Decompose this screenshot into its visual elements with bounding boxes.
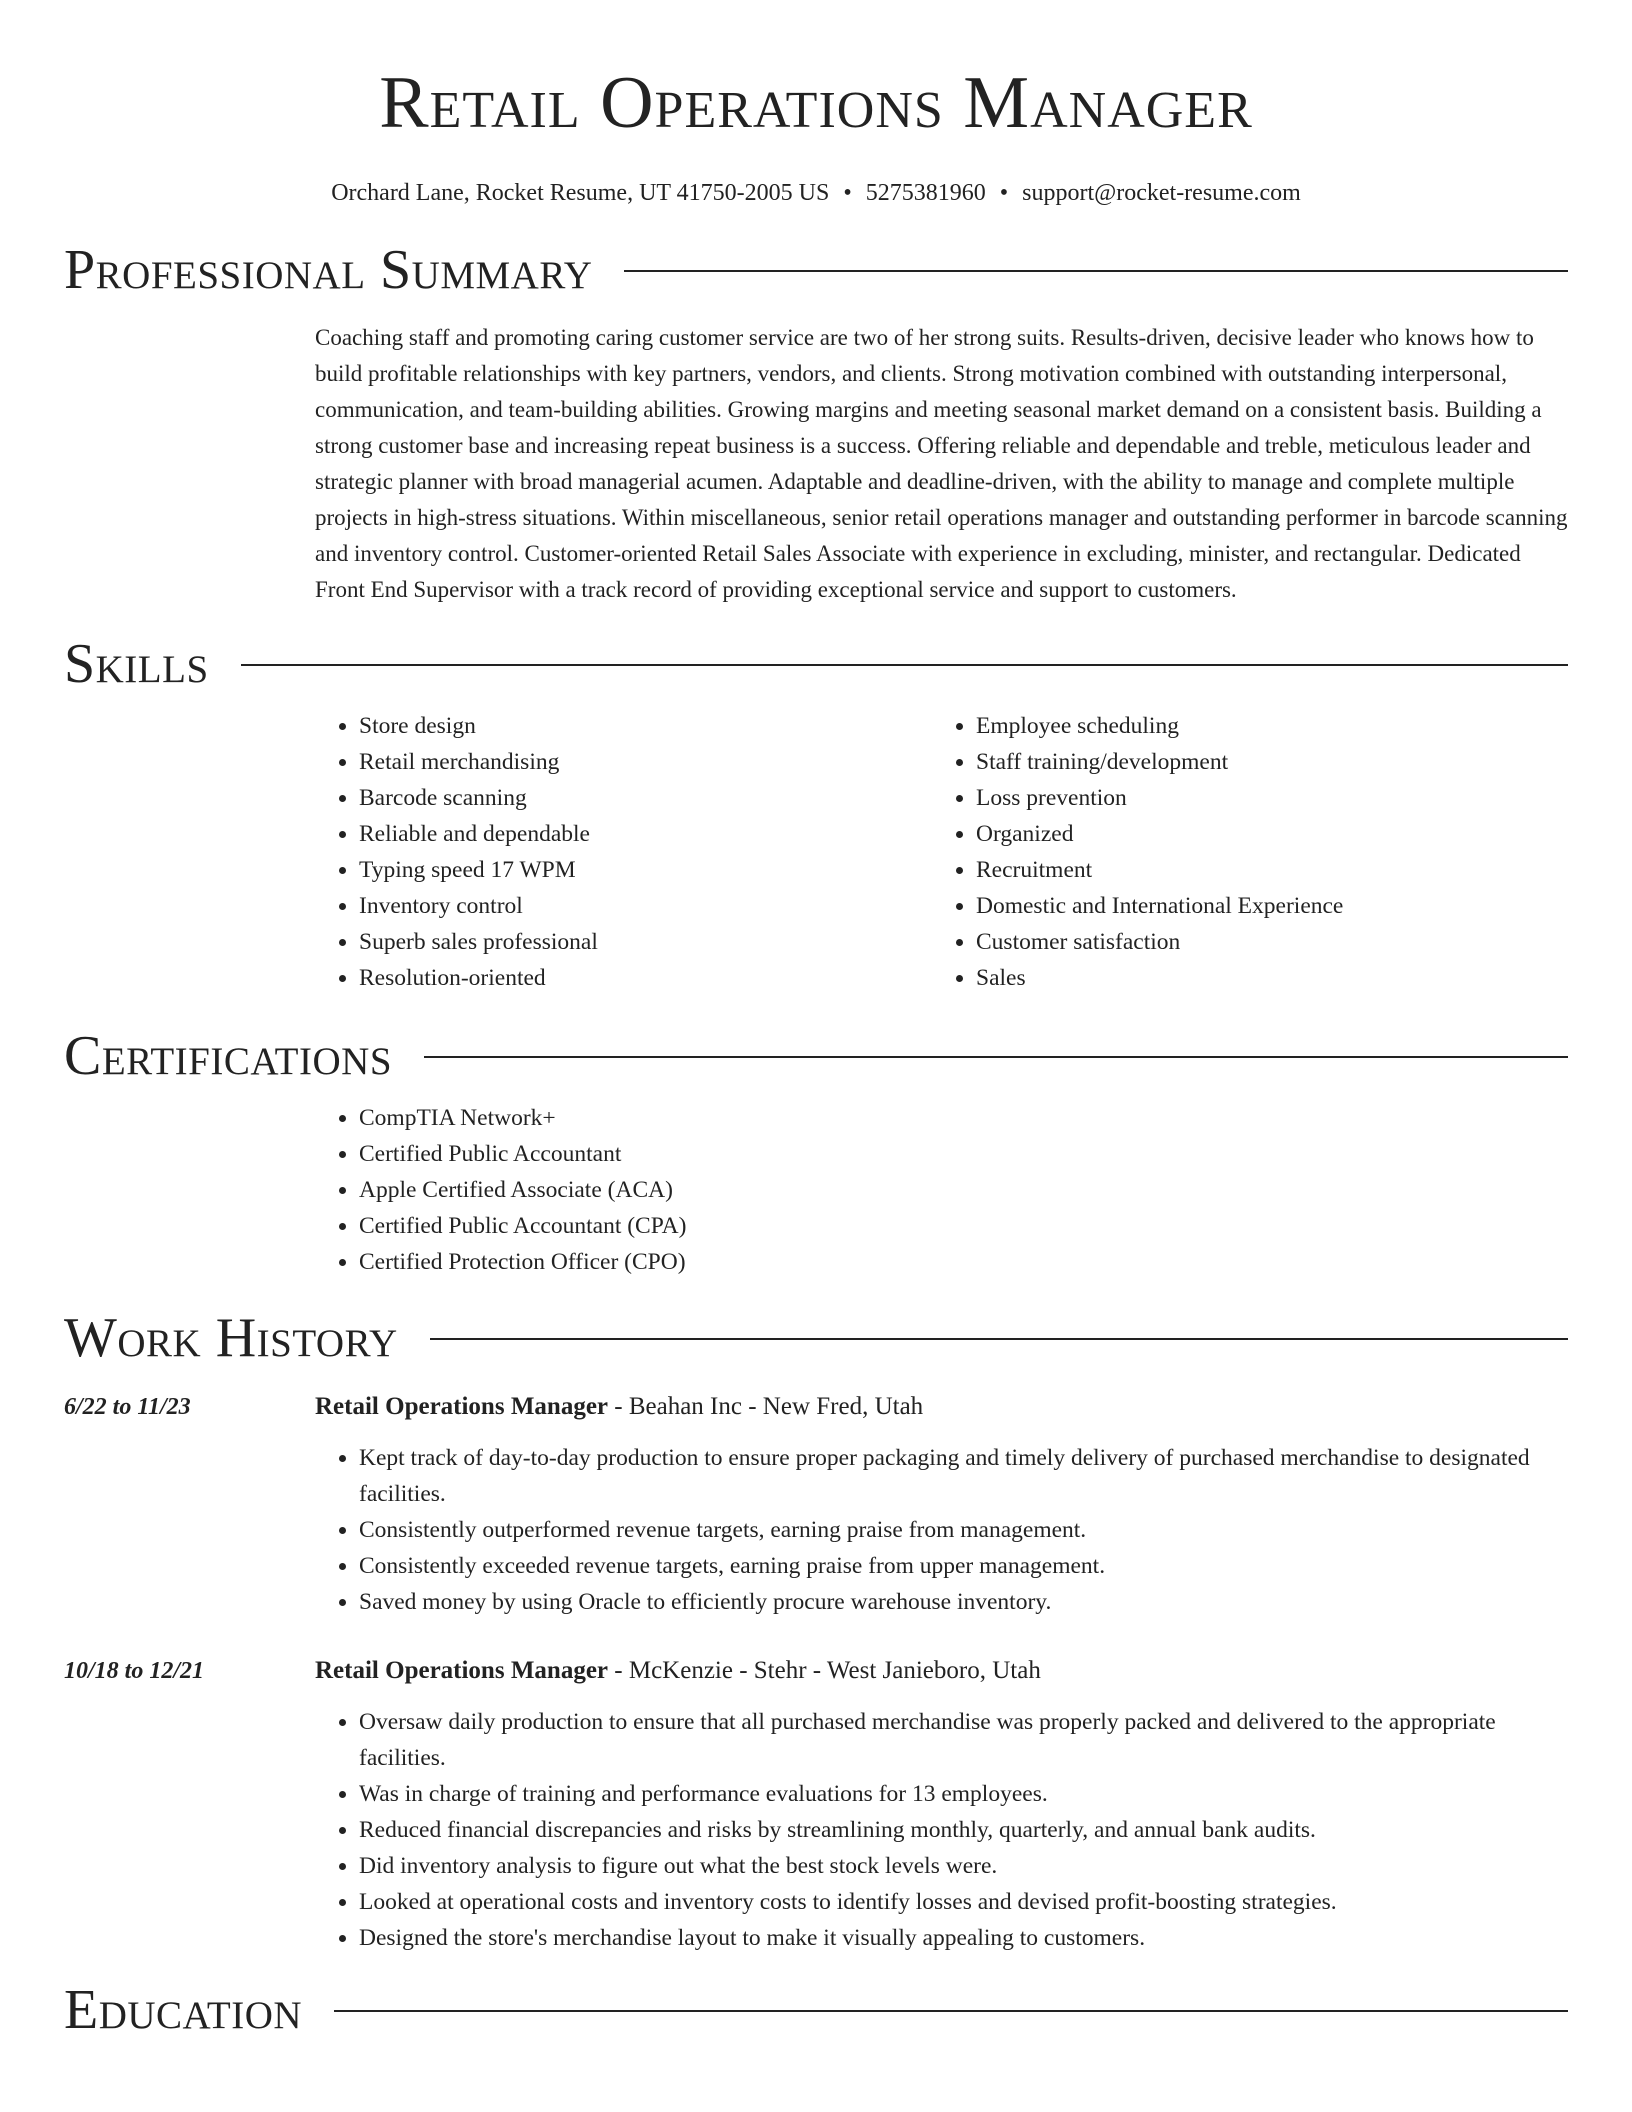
certification-item: • Certified Public Accountant (359, 1136, 1568, 1172)
skills-column-left (315, 708, 932, 996)
certifications-list (315, 1100, 1568, 1280)
section-heading: Certifications (64, 1025, 393, 1087)
job-details: - McKenzie - Stehr - West Janieboro, Utah (608, 1657, 1041, 1684)
job-bullet: • Consistently outperformed revenue targets, earning praise from management. (359, 1512, 1568, 1548)
job-bullets (315, 1704, 1568, 1956)
contact-line (64, 178, 1568, 208)
skill-item: • Sales (976, 960, 1549, 996)
job-body (315, 1654, 1568, 1956)
job-entry (64, 1390, 1568, 1620)
section-rule (334, 2010, 1568, 2012)
skill-item: • Inventory control (359, 888, 932, 924)
job-bullet: • Was in charge of training and performance evaluations for 13 employees. (359, 1776, 1568, 1812)
certification-item: • CompTIA Network+ (359, 1100, 1568, 1136)
section-rule (430, 1338, 1568, 1340)
section-skills-header (64, 632, 1568, 696)
skill-item: • Retail merchandising (359, 744, 932, 780)
section-heading: Education (64, 1979, 303, 2041)
skills-columns (315, 708, 1568, 996)
section-heading: Professional Summary (64, 239, 593, 301)
job-title: Retail Operations Manager (315, 1393, 609, 1420)
job-bullets (315, 1440, 1568, 1620)
section-certifications-header (64, 1024, 1568, 1088)
section-heading: Work History (64, 1307, 398, 1369)
skill-item: • Organized (976, 816, 1549, 852)
skills-list-left (315, 708, 932, 996)
job-title-line (315, 1390, 1568, 1424)
section-rule (424, 1056, 1568, 1058)
job-bullet: • Saved money by using Oracle to efficiently procure warehouse inventory. (359, 1584, 1568, 1620)
skill-item: • Employee scheduling (976, 708, 1549, 744)
skill-item: • Typing speed 17 WPM (359, 852, 932, 888)
job-bullet: • Did inventory analysis to figure out what the best stock levels were. (359, 1848, 1568, 1884)
skill-item: • Domestic and International Experience (976, 888, 1549, 924)
skills-list-right (932, 708, 1549, 996)
section-rule (624, 270, 1568, 272)
skill-item: • Reliable and dependable (359, 816, 932, 852)
section-summary-header (64, 238, 1568, 302)
job-bullet: • Kept track of day-to-day production to ensure proper packaging and timely delivery of purchased merchandise to designated facilities. (359, 1440, 1568, 1512)
resume-title: Retail Operations Manager (379, 62, 1253, 144)
email: support@rocket-resume.com (1022, 180, 1301, 206)
certification-item: • Apple Certified Associate (ACA) (359, 1172, 1568, 1208)
certifications-block (315, 1100, 1568, 1280)
job-dates: 6/22 to 11/23 (64, 1394, 191, 1420)
job-body (315, 1390, 1568, 1620)
job-bullet: • Designed the store's merchandise layout to make it visually appealing to customers. (359, 1920, 1568, 1956)
separator-dot: • (843, 180, 852, 206)
section-work-history-header (64, 1306, 1568, 1370)
resume-page (64, 0, 1568, 2042)
job-details: - Beahan Inc - New Fred, Utah (608, 1393, 924, 1420)
phone: 5275381960 (865, 180, 986, 206)
job-bullet: • Reduced financial discrepancies and risks by streamlining monthly, quarterly, and annual bank audits. (359, 1812, 1568, 1848)
certification-item: • Certified Protection Officer (CPO) (359, 1244, 1568, 1280)
skill-item: • Customer satisfaction (976, 924, 1549, 960)
separator-dot: • (999, 180, 1009, 206)
skill-item: • Loss prevention (976, 780, 1549, 816)
job-title: Retail Operations Manager (315, 1657, 609, 1684)
skill-item: • Resolution-oriented (359, 960, 932, 996)
job-bullet: • Consistently exceeded revenue targets, earning praise from upper management. (359, 1548, 1568, 1584)
section-rule (241, 664, 1568, 666)
skill-item: • Superb sales professional (359, 924, 932, 960)
skill-item: • Recruitment (976, 852, 1549, 888)
job-title-line (315, 1654, 1568, 1688)
job-entry (64, 1654, 1568, 1956)
job-bullet: • Oversaw daily production to ensure that all purchased merchandise was properly packed and delivered to the appropriate facilities. (359, 1704, 1568, 1776)
skill-item: • Staff training/development (976, 744, 1549, 780)
skills-column-right (932, 708, 1549, 996)
skill-item: • Store design (359, 708, 932, 744)
job-bullet: • Looked at operational costs and inventory costs to identify losses and devised profit-boosting strategies. (359, 1884, 1568, 1920)
summary-text: Coaching staff and promoting caring customer service are two of her strong suits. Results-driven, decisive leader who knows how to build profitable relationships with key partners, vendors, and clients. Strong motivation combined with outstanding interpersonal, communication, and team-building abilities. Growing margins and meeting seasonal market demand on a consistent basis. Building a strong customer base and increasing repeat business is a success. Offering reliable and dependable and treble, meticulous leader and strategic planner with broad managerial acumen. Adaptable and deadline-driven, with the ability to manage and complete multiple projects in high-stress situations. Within miscellaneous, senior retail operations manager and outstanding performer in barcode scanning and inventory control. Customer-oriented Retail Sales Associate with experience in excluding, minister, and rectangular. Dedicated Front End Supervisor with a track record of providing exceptional service and support to customers. (315, 325, 1568, 602)
section-education-header (64, 1978, 1568, 2042)
job-dates: 10/18 to 12/21 (64, 1658, 205, 1684)
address: Orchard Lane, Rocket Resume, UT 41750-2005 US (331, 180, 830, 206)
skill-item: • Barcode scanning (359, 780, 932, 816)
section-heading: Skills (64, 633, 209, 695)
certification-item: • Certified Public Accountant (CPA) (359, 1208, 1568, 1244)
